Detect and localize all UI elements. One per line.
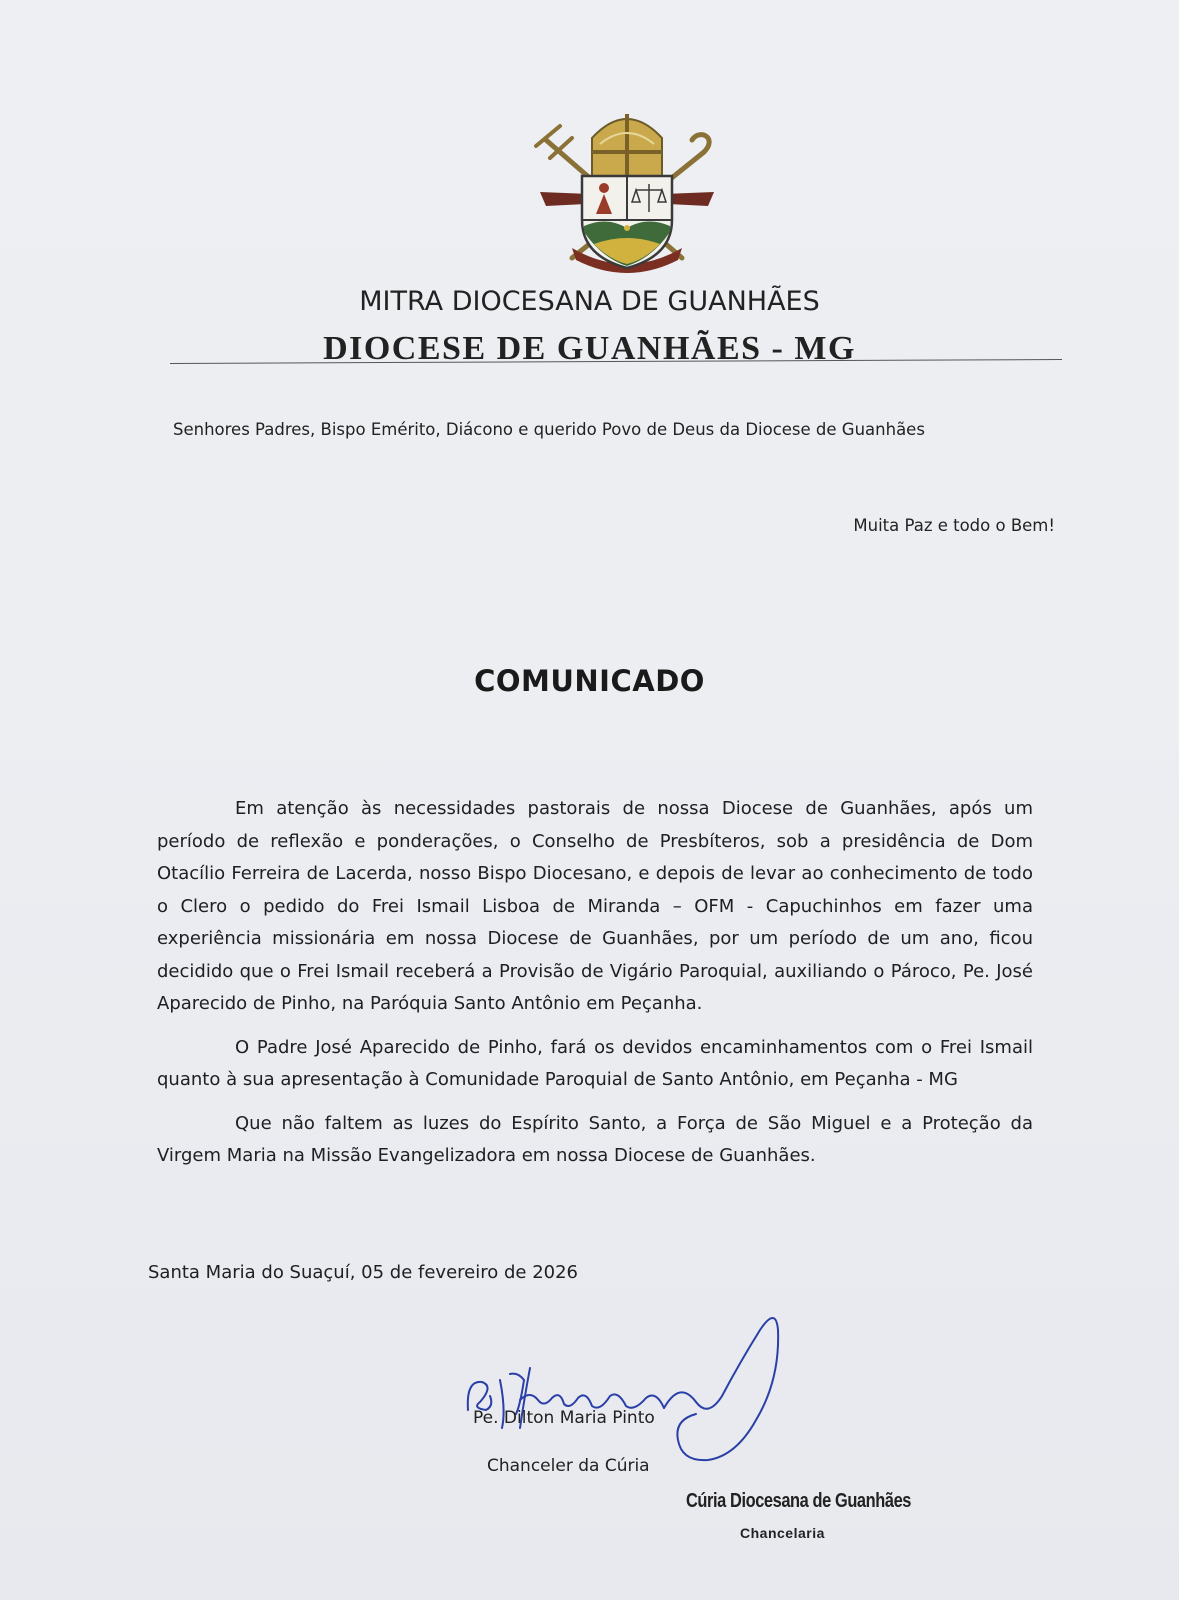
curia-stamp: Cúria Diocesana de Guanhães — [686, 1490, 912, 1512]
salutation: Senhores Padres, Bispo Emérito, Diácono e querido Povo de Deus da Diocese de Guanhães — [173, 420, 925, 439]
diocese-coat-of-arms-icon — [532, 108, 722, 278]
signer-name: Pe. Dilton Maria Pinto — [473, 1408, 655, 1428]
greeting: Muita Paz e todo o Bem! — [853, 516, 1055, 535]
body-paragraph: Em atenção às necessidades pastorais de nossa Diocese de Guanhães, após um período de reflexão e ponderações, o Conselho de Presbíteros, sob a presidência de Dom Otacílio Ferreira de Lacerda, nosso Bispo Diocesano, e depois de levar ao conhecimento de todo o Clero o pedido do Frei Ismail Lisboa de Miranda – OFM - Capuchinhos em fazer uma experiência missionária em nossa Diocese de Guanhães, por um período de um ano, ficou decidido que o Frei Ismail receberá a Provisão de Vigário Paroquial, auxiliando o Pároco, Pe. José Aparecido de Pinho, na Paróquia Santo Antônio em Peçanha. — [157, 798, 1033, 1014]
organization-name: MITRA DIOCESANA DE GUANHÃES — [359, 286, 820, 317]
body-paragraph: O Padre José Aparecido de Pinho, fará os devidos encaminhamentos com o Frei Ismail quanto à sua apresentação à Comunidade Paroquial de Santo Antônio, em Peçanha - MG — [157, 1036, 1033, 1090]
body-paragraph: Que não faltem as luzes do Espírito Santo, a Força de São Miguel e a Proteção da Virgem Maria na Missão Evangelizadora em nossa Diocese de Guanhães. — [157, 1112, 1033, 1166]
letter-body — [157, 793, 1033, 1173]
diocese-title: DIOCESE DE GUANHÃES - MG — [323, 330, 856, 367]
document-heading: COMUNICADO — [474, 664, 705, 698]
place-and-date: Santa Maria do Suaçuí, 05 de fevereiro de 2026 — [148, 1262, 578, 1283]
signer-role: Chanceler da Cúria — [487, 1456, 650, 1476]
chancellery-stamp: Chancelaria — [740, 1525, 825, 1541]
